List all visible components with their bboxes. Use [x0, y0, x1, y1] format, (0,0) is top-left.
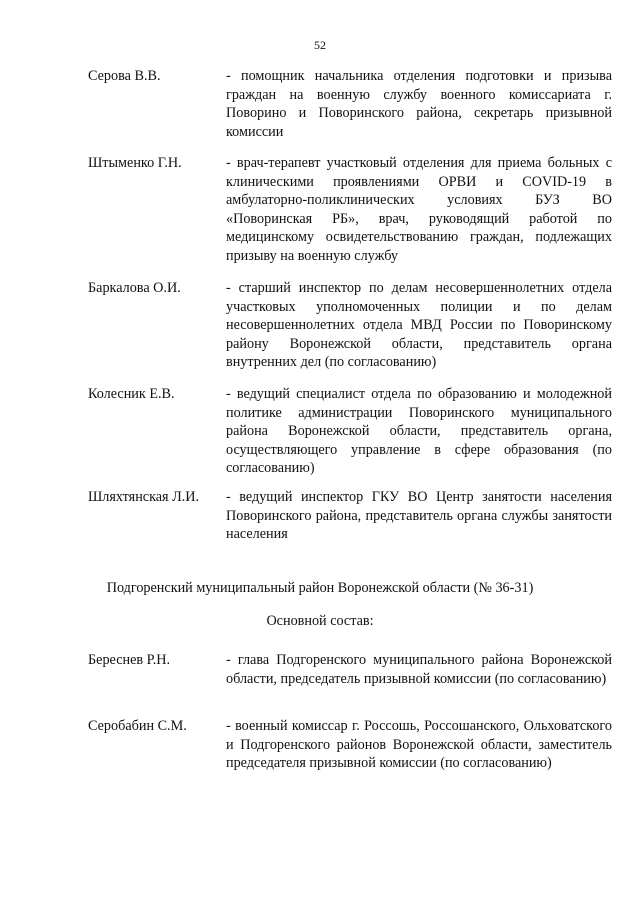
member-name: Шляхтянская Л.И. — [88, 489, 200, 505]
member-description: - ведущий инспектор ГКУ ВО Центр занятости населения Поворинского района, представитель органа службы занятости населения — [226, 489, 612, 543]
page-number: 52 — [314, 38, 326, 52]
member-description: - врач-терапевт участковый отделения для приема больных с клиническими проявлениями ОРВИ и COVID-19 в амбулаторно-поликлинических условиях БУЗ ВО «Поворинская РБ», врач, руководящий работой по медицинскому освидетельствованию граждан, подлежащих призыву на военную службу — [226, 155, 612, 264]
member-description: - старший инспектор по делам несовершеннолетних отдела участковых уполномоченных полиции и по делам несовершеннолетних отдела МВД России по Поворинскому району Воронежской области, представитель органа внутренних дел (по согласованию) — [226, 280, 612, 371]
member-name: Береснев Р.Н. — [88, 652, 171, 668]
member-description: - ведущий специалист отдела по образованию и молодежной политике администрации Поворинского муниципального района Воронежской области, представитель органа, осуществляющего управление в сфере образования (по согласованию) — [226, 386, 612, 477]
member-description: - помощник начальника отделения подготовки и призыва граждан на военную службу военного комиссариата г. Поворино и Поворинского района, секретарь призывной комиссии — [226, 68, 612, 140]
member-name: Серова В.В. — [88, 68, 161, 84]
member-name: Колесник Е.В. — [88, 386, 175, 402]
member-description: - глава Подгоренского муниципального района Воронежской области, председатель призывной комиссии (по согласованию) — [226, 652, 612, 687]
member-description: - военный комиссар г. Россошь, Россошанского, Ольховатского и Подгоренского районов Воронежской области, заместитель председателя призывной комиссии (по согласованию) — [226, 718, 612, 772]
member-name: Баркалова О.И. — [88, 280, 181, 296]
member-name: Серобабин С.М. — [88, 718, 187, 734]
section-title: Подгоренский муниципальный район Воронежской области (№ 36-31) — [106, 580, 534, 596]
subsection-title: Основной состав: — [266, 613, 374, 629]
member-name: Штыменко Г.Н. — [88, 155, 182, 171]
